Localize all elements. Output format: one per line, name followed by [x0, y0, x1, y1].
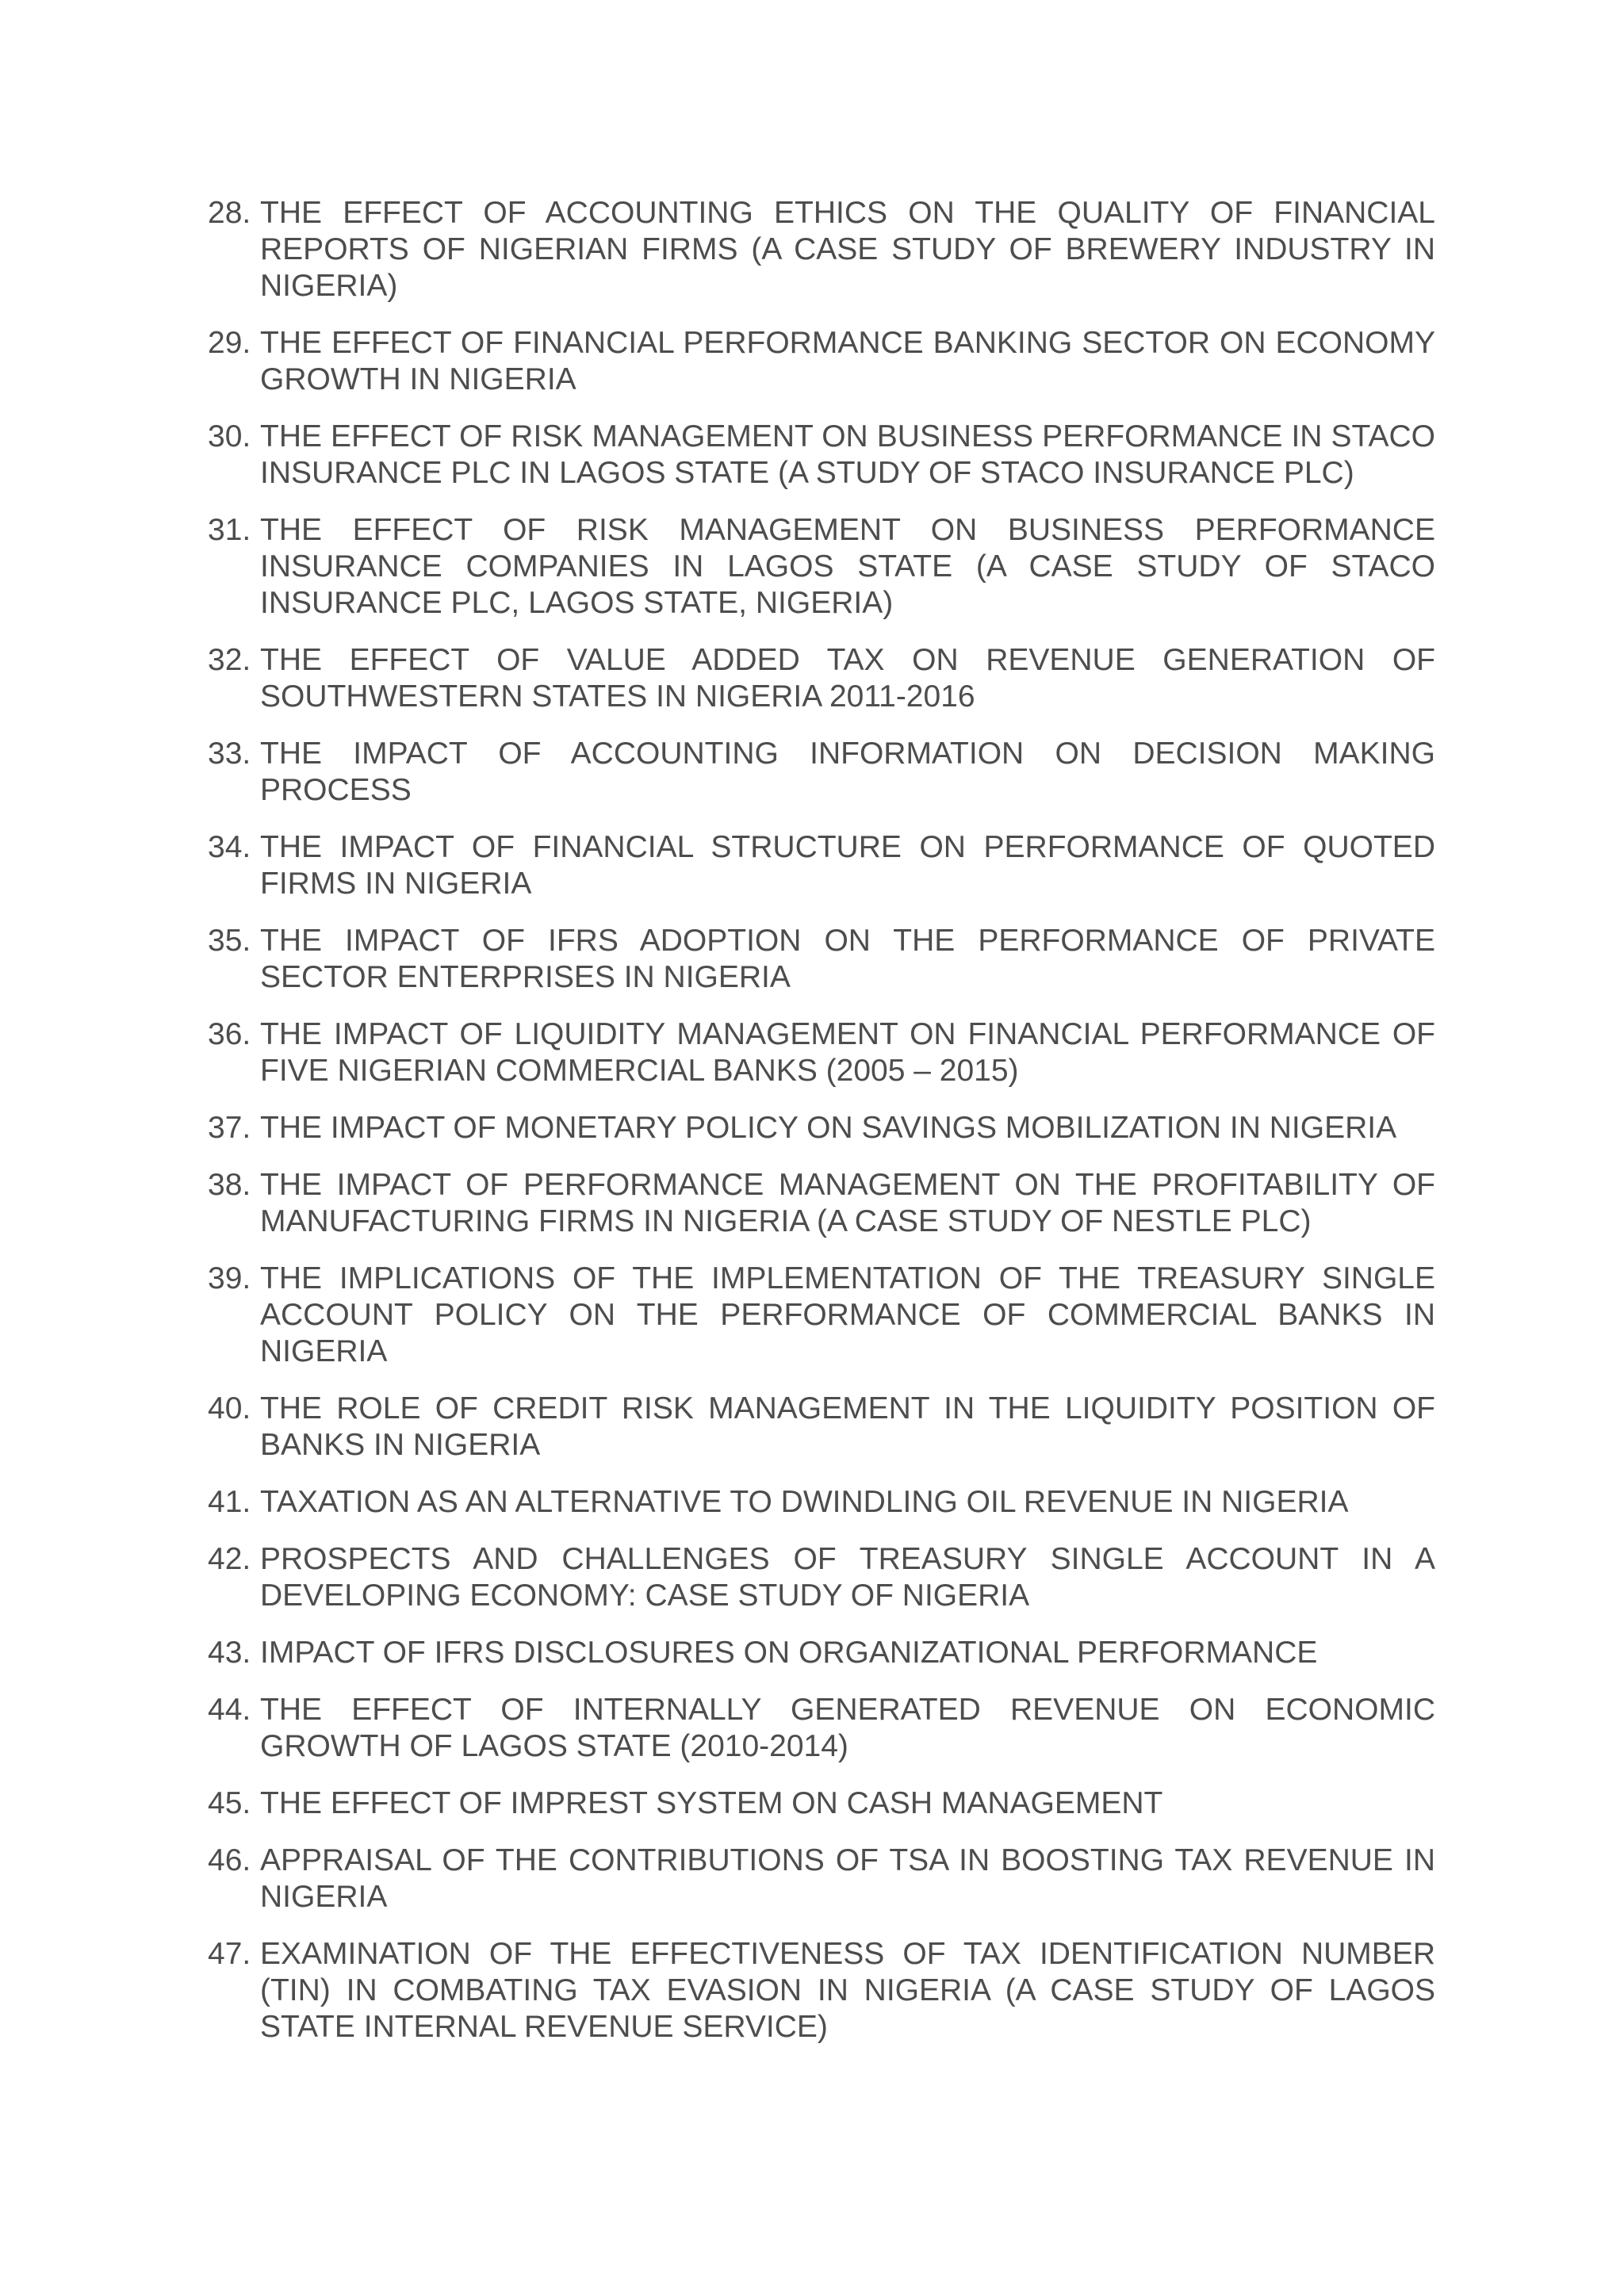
topic-number: 37.	[208, 1111, 251, 1145]
topic-number: 45.	[208, 1786, 251, 1820]
topic-title: THE EFFECT OF IMPREST SYSTEM ON CASH MANAGEMENT	[260, 1786, 1163, 1820]
project-topic-list	[208, 195, 1435, 2066]
topic-number: 41.	[208, 1485, 251, 1519]
topic-number: 34.	[208, 830, 251, 864]
topic-title: EXAMINATION OF THE EFFECTIVENESS OF TAX IDENTIFICATION NUMBER (TIN) IN COMBATING TAX EVASION IN NIGERIA (A CASE STUDY OF LAGOS STATE INTERNAL REVENUE SERVICE)	[260, 1937, 1435, 2044]
topic-item-32	[208, 642, 1435, 715]
topic-number: 29.	[208, 326, 251, 360]
topic-number: 35.	[208, 924, 251, 958]
topic-item-34	[208, 829, 1435, 902]
topic-number: 38.	[208, 1168, 251, 1202]
topic-title: THE IMPACT OF FINANCIAL STRUCTURE ON PERFORMANCE OF QUOTED FIRMS IN NIGERIA	[260, 830, 1435, 901]
topic-title: THE IMPACT OF ACCOUNTING INFORMATION ON DECISION MAKING PROCESS	[260, 737, 1435, 807]
topic-number: 46.	[208, 1843, 251, 1877]
topic-number: 39.	[208, 1261, 251, 1295]
topic-title: THE EFFECT OF RISK MANAGEMENT ON BUSINESS PERFORMANCE INSURANCE COMPANIES IN LAGOS STATE (A CASE STUDY OF STACO INSURANCE PLC, LAGOS STATE, NIGERIA)	[260, 513, 1435, 620]
topic-item-41	[208, 1484, 1435, 1521]
topic-title: THE IMPACT OF LIQUIDITY MANAGEMENT ON FINANCIAL PERFORMANCE OF FIVE NIGERIAN COMMERCIAL BANKS (2005 – 2015)	[260, 1017, 1435, 1088]
topic-number: 40.	[208, 1391, 251, 1425]
topic-number: 36.	[208, 1017, 251, 1051]
topic-title: THE ROLE OF CREDIT RISK MANAGEMENT IN THE LIQUIDITY POSITION OF BANKS IN NIGERIA	[260, 1391, 1435, 1462]
topic-title: IMPACT OF IFRS DISCLOSURES ON ORGANIZATIONAL PERFORMANCE	[260, 1636, 1318, 1670]
topic-item-29	[208, 325, 1435, 398]
topic-title: THE EFFECT OF RISK MANAGEMENT ON BUSINESS PERFORMANCE IN STACO INSURANCE PLC IN LAGOS STATE (A STUDY OF STACO INSURANCE PLC)	[260, 419, 1435, 490]
topic-number: 31.	[208, 513, 251, 547]
topic-title: THE EFFECT OF INTERNALLY GENERATED REVENUE ON ECONOMIC GROWTH OF LAGOS STATE (2010-2014)	[260, 1693, 1435, 1763]
topic-item-28	[208, 195, 1435, 304]
topic-item-30	[208, 419, 1435, 492]
topic-number: 30.	[208, 419, 251, 453]
topic-title: APPRAISAL OF THE CONTRIBUTIONS OF TSA IN BOOSTING TAX REVENUE IN NIGERIA	[260, 1843, 1435, 1914]
topic-item-45	[208, 1785, 1435, 1822]
topic-number: 33.	[208, 737, 251, 771]
topic-item-47	[208, 1936, 1435, 2045]
topic-item-35	[208, 923, 1435, 996]
topic-number: 47.	[208, 1937, 251, 1971]
topic-item-43	[208, 1635, 1435, 1671]
topic-title: TAXATION AS AN ALTERNATIVE TO DWINDLING OIL REVENUE IN NIGERIA	[260, 1485, 1349, 1519]
topic-title: THE EFFECT OF VALUE ADDED TAX ON REVENUE GENERATION OF SOUTHWESTERN STATES IN NIGERIA 2011-2016	[260, 643, 1435, 714]
topic-item-33	[208, 736, 1435, 809]
topic-number: 32.	[208, 643, 251, 677]
topic-item-46	[208, 1843, 1435, 1915]
topic-item-44	[208, 1692, 1435, 1765]
topic-title: THE EFFECT OF ACCOUNTING ETHICS ON THE QUALITY OF FINANCIAL REPORTS OF NIGERIAN FIRMS (A CASE STUDY OF BREWERY INDUSTRY IN NIGERIA)	[260, 196, 1435, 303]
topic-title: THE IMPACT OF IFRS ADOPTION ON THE PERFORMANCE OF PRIVATE SECTOR ENTERPRISES IN NIGERIA	[260, 924, 1435, 994]
topic-item-31	[208, 512, 1435, 622]
topic-item-37	[208, 1110, 1435, 1146]
topic-number: 42.	[208, 1542, 251, 1576]
topic-title: PROSPECTS AND CHALLENGES OF TREASURY SINGLE ACCOUNT IN A DEVELOPING ECONOMY: CASE STUDY OF NIGERIA	[260, 1542, 1435, 1613]
topic-title: THE IMPACT OF MONETARY POLICY ON SAVINGS MOBILIZATION IN NIGERIA	[260, 1111, 1397, 1145]
topic-title: THE EFFECT OF FINANCIAL PERFORMANCE BANKING SECTOR ON ECONOMY GROWTH IN NIGERIA	[260, 326, 1435, 396]
topic-title: THE IMPACT OF PERFORMANCE MANAGEMENT ON THE PROFITABILITY OF MANUFACTURING FIRMS IN NIGERIA (A CASE STUDY OF NESTLE PLC)	[260, 1168, 1435, 1238]
topic-item-39	[208, 1261, 1435, 1370]
topic-title: THE IMPLICATIONS OF THE IMPLEMENTATION OF THE TREASURY SINGLE ACCOUNT POLICY ON THE PERFORMANCE OF COMMERCIAL BANKS IN NIGERIA	[260, 1261, 1435, 1368]
topic-number: 44.	[208, 1693, 251, 1727]
topic-item-38	[208, 1167, 1435, 1240]
topic-item-42	[208, 1541, 1435, 1614]
topic-number: 43.	[208, 1636, 251, 1670]
topic-item-36	[208, 1016, 1435, 1089]
topic-number: 28.	[208, 196, 251, 230]
topic-item-40	[208, 1391, 1435, 1464]
